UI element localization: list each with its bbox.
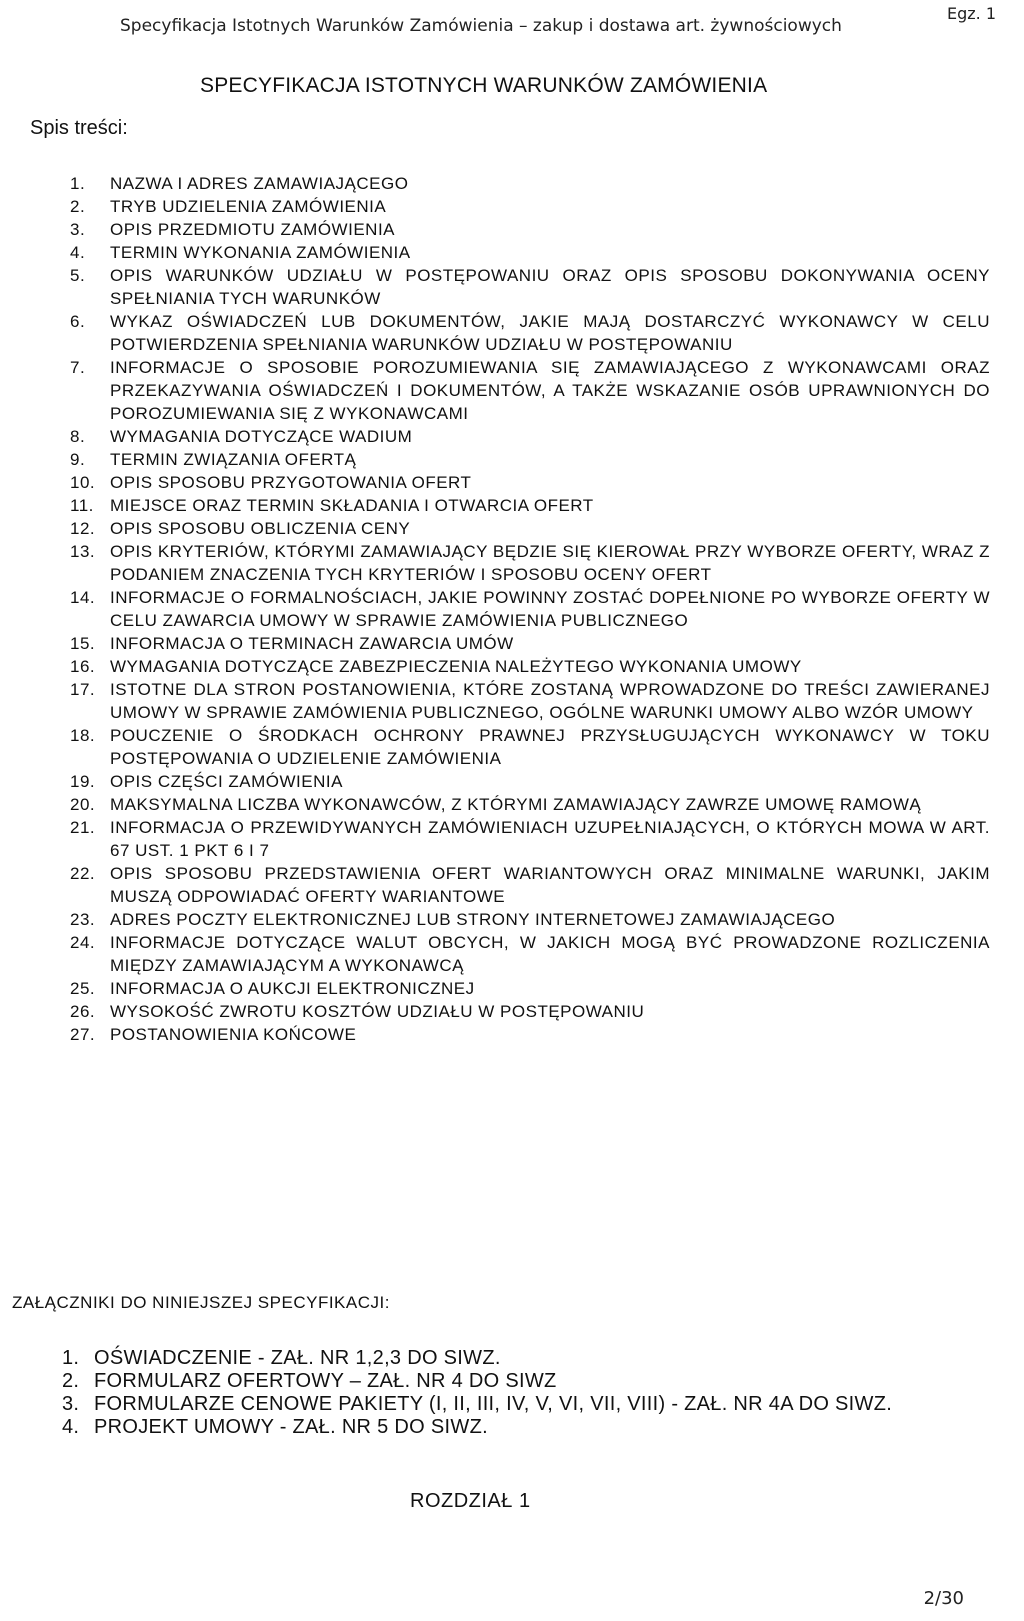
toc-item-number: 14. [70,588,96,607]
running-header: Specyfikacja Istotnych Warunków Zamówienia – zakup i dostawa art. żywnościowych [120,16,842,36]
toc-item-number: 5. [70,266,86,285]
toc-item-number: 1. [70,174,86,193]
attachment-item-text: PROJEKT UMOWY - ZAŁ. NR 5 DO SIWZ. [94,1416,488,1438]
toc-item [70,977,990,1000]
toc-item-number: 15. [70,634,96,653]
toc-item-text: TRYB UDZIELENIA ZAMÓWIENIA [110,197,387,216]
toc-item-number: 3. [70,220,86,239]
toc-item-text: OPIS WARUNKÓW UDZIAŁU W POSTĘPOWANIU ORAZ OPIS SPOSOBU DOKONYWANIA OCENY SPEŁNIANIA TYCH WARUNKÓW [110,266,990,308]
toc-item-number: 4. [70,243,86,262]
attachment-item-number: 4. [62,1416,80,1438]
toc-item-text: OPIS PRZEDMIOTU ZAMÓWIENIA [110,220,396,239]
toc-item-number: 16. [70,657,96,676]
toc-item-text: MIEJSCE ORAZ TERMIN SKŁADANIA I OTWARCIA OFERT [110,496,594,515]
page-number: 2/30 [923,1588,964,1609]
table-of-contents [70,172,990,1046]
toc-item-number: 18. [70,726,96,745]
toc-item-number: 27. [70,1025,96,1044]
toc-item-text: WYSOKOŚĆ ZWROTU KOSZTÓW UDZIAŁU W POSTĘPOWANIU [110,1002,645,1021]
toc-item-text: WYKAZ OŚWIADCZEŃ LUB DOKUMENTÓW, JAKIE MAJĄ DOSTARCZYĆ WYKONAWCY W CELU POTWIERDZENIA SPEŁNIANIA WARUNKÓW UDZIAŁU W POSTĘPOWANIU [110,312,990,354]
toc-item-number: 17. [70,680,96,699]
toc-item-text: OPIS SPOSOBU OBLICZENIA CENY [110,519,411,538]
toc-item [70,862,990,908]
toc-item-number: 19. [70,772,96,791]
toc-item [70,724,990,770]
toc-item-number: 12. [70,519,96,538]
toc-item-text: OPIS KRYTERIÓW, KTÓRYMI ZAMAWIAJĄCY BĘDZIE SIĘ KIEROWAŁ PRZY WYBORZE OFERTY, WRAZ Z PODANIEM ZNACZENIA TYCH KRYTERIÓW I SPOSOBU OCENY OFERT [110,542,990,584]
toc-item-number: 9. [70,450,86,469]
toc-item [70,1000,990,1023]
toc-item-text: TERMIN ZWIĄZANIA OFERTĄ [110,450,357,469]
toc-item [70,218,990,241]
toc-item-text: TERMIN WYKONANIA ZAMÓWIENIA [110,243,411,262]
toc-item [70,517,990,540]
toc-item [70,195,990,218]
toc-item-number: 13. [70,542,96,561]
copy-number: Egz. 1 [946,4,996,23]
toc-item [70,586,990,632]
attachment-item-text: FORMULARZ OFERTOWY – ZAŁ. NR 4 DO SIWZ [94,1370,557,1392]
toc-item [70,931,990,977]
toc-item-text: INFORMACJA O AUKCJI ELEKTRONICZNEJ [110,979,475,998]
toc-item-number: 23. [70,910,96,929]
toc-item-number: 21. [70,818,96,837]
toc-item-number: 22. [70,864,96,883]
toc-item-text: POUCZENIE O ŚRODKACH OCHRONY PRAWNEJ PRZYSŁUGUJĄCYCH WYKONAWCY W TOKU POSTĘPOWANIA O UDZIELENIE ZAMÓWIENIA [110,726,990,768]
toc-item-text: INFORMACJE O FORMALNOŚCIACH, JAKIE POWINNY ZOSTAĆ DOPEŁNIONE PO WYBORZE OFERTY W CELU ZAWARCIA UMOWY W SPRAWIE ZAMÓWIENIA PUBLICZNEGO [110,588,990,630]
attachment-item [62,1393,972,1416]
attachments-list [62,1347,972,1439]
toc-item [70,310,990,356]
toc-item [70,540,990,586]
toc-item [70,793,990,816]
document-title: SPECYFIKACJA ISTOTNYCH WARUNKÓW ZAMÓWIENIA [200,74,768,97]
toc-item [70,241,990,264]
toc-item-text: ISTOTNE DLA STRON POSTANOWIENIA, KTÓRE ZOSTANĄ WPROWADZONE DO TREŚCI ZAWIERANEJ UMOWY W SPRAWIE ZAMÓWIENIA PUBLICZNEGO, OGÓLNE WARUNKI UMOWY ALBO WZÓR UMOWY [110,680,990,722]
toc-item-text: OPIS CZĘŚCI ZAMÓWIENIA [110,772,343,791]
toc-item-number: 20. [70,795,96,814]
toc-label: Spis treści: [30,117,128,139]
toc-item [70,494,990,517]
toc-item-text: ADRES POCZTY ELEKTRONICZNEJ LUB STRONY INTERNETOWEJ ZAMAWIAJĄCEGO [110,910,836,929]
toc-item [70,908,990,931]
attachment-item [62,1347,972,1370]
attachments-title: ZAŁĄCZNIKI DO NINIEJSZEJ SPECYFIKACJI: [12,1293,390,1312]
toc-item [70,264,990,310]
toc-item [70,471,990,494]
attachment-item [62,1370,972,1393]
toc-item-text: WYMAGANIA DOTYCZĄCE WADIUM [110,427,413,446]
toc-item [70,1023,990,1046]
toc-item [70,632,990,655]
toc-item-text: POSTANOWIENIA KOŃCOWE [110,1025,357,1044]
toc-item-text: INFORMACJE O SPOSOBIE POROZUMIEWANIA SIĘ ZAMAWIAJĄCEGO Z WYKONAWCAMI ORAZ PRZEKAZYWANIA OŚWIADCZEŃ I DOKUMENTÓW, A TAKŻE WSKAZANIE OSÓB UPRAWNIONYCH DO POROZUMIEWANIA SIĘ Z WYKONAWCAMI [110,358,990,423]
attachment-item-number: 1. [62,1347,80,1369]
toc-item-number: 26. [70,1002,96,1021]
toc-item-number: 7. [70,358,86,377]
toc-item [70,678,990,724]
toc-item [70,816,990,862]
toc-item-number: 6. [70,312,86,331]
toc-item [70,448,990,471]
toc-item-text: WYMAGANIA DOTYCZĄCE ZABEZPIECZENIA NALEŻYTEGO WYKONANIA UMOWY [110,657,802,676]
toc-item [70,425,990,448]
toc-item-number: 25. [70,979,96,998]
toc-item [70,770,990,793]
toc-item [70,356,990,425]
toc-item-text: INFORMACJA O PRZEWIDYWANYCH ZAMÓWIENIACH UZUPEŁNIAJĄCYCH, O KTÓRYCH MOWA W ART. 67 UST. 1 PKT 6 I 7 [110,818,990,860]
attachment-item [62,1416,972,1439]
toc-item-number: 2. [70,197,86,216]
toc-item-text: INFORMACJA O TERMINACH ZAWARCIA UMÓW [110,634,514,653]
toc-item-number: 11. [70,496,94,515]
toc-item-text: NAZWA I ADRES ZAMAWIAJĄCEGO [110,174,409,193]
chapter-heading: ROZDZIAŁ 1 [410,1490,531,1512]
toc-item-text: MAKSYMALNA LICZBA WYKONAWCÓW, Z KTÓRYMI ZAMAWIAJĄCY ZAWRZE UMOWĘ RAMOWĄ [110,795,922,814]
toc-item-number: 24. [70,933,96,952]
toc-item [70,172,990,195]
attachment-item-text: OŚWIADCZENIE - ZAŁ. NR 1,2,3 DO SIWZ. [94,1347,501,1369]
toc-item-number: 10. [70,473,96,492]
toc-item-number: 8. [70,427,86,446]
attachment-item-text: FORMULARZE CENOWE PAKIETY (I, II, III, IV, V, VI, VII, VIII) - ZAŁ. NR 4A DO SIWZ. [94,1393,893,1415]
attachment-item-number: 2. [62,1370,80,1392]
toc-item [70,655,990,678]
toc-item-text: OPIS SPOSOBU PRZYGOTOWANIA OFERT [110,473,472,492]
toc-item-text: OPIS SPOSOBU PRZEDSTAWIENIA OFERT WARIANTOWYCH ORAZ MINIMALNE WARUNKI, JAKIM MUSZĄ ODPOWIADAĆ OFERTY WARIANTOWE [110,864,990,906]
attachment-item-number: 3. [62,1393,80,1415]
toc-item-text: INFORMACJE DOTYCZĄCE WALUT OBCYCH, W JAKICH MOGĄ BYĆ PROWADZONE ROZLICZENIA MIĘDZY ZAMAWIAJĄCYM A WYKONAWCĄ [110,933,990,975]
